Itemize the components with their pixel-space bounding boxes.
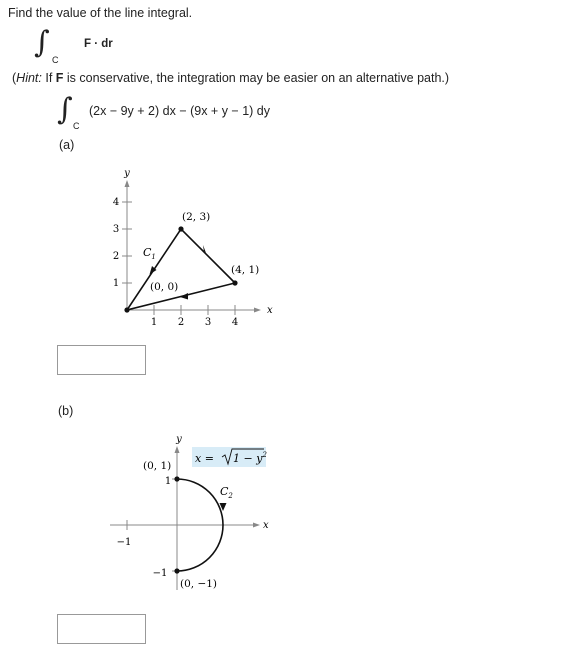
endpoint — [174, 568, 179, 573]
y-tick-label: 1 — [112, 278, 120, 289]
integral-subscript: C — [73, 121, 80, 131]
integral-sign: ∫ — [34, 25, 50, 60]
x-tick-label: −1 — [116, 537, 132, 548]
endpoint — [174, 476, 179, 481]
x-tick-label: 1 — [150, 317, 158, 328]
answer-input-a[interactable] — [57, 345, 146, 375]
point-label: (4, 1) — [231, 264, 260, 276]
x-axis-arrow — [254, 308, 261, 313]
x-axis-label: x — [263, 520, 269, 531]
integral-2-expression: (2x − 9y + 2) dx − (9x + y − 1) dy — [89, 104, 270, 118]
x-tick-label: 2 — [177, 317, 185, 328]
equation-lhs: x = — [195, 452, 214, 465]
curve-label: $C_2$ — [220, 485, 233, 500]
vertex-point — [232, 280, 237, 285]
y-axis-arrow — [175, 446, 180, 453]
graph-b — [100, 430, 300, 600]
answer-input-b[interactable] — [57, 614, 146, 644]
y-tick-label: 1 — [164, 476, 172, 487]
curve-label: $C_1$ — [143, 246, 156, 261]
prompt-text: Find the value of the line integral. — [8, 6, 193, 20]
integral-sign: ∫ — [57, 92, 73, 127]
path-c1 — [127, 229, 235, 310]
hint-vector: F — [55, 71, 64, 85]
y-tick-label: 3 — [112, 224, 120, 235]
hint-text: (Hint: If F is conservative, the integration may be easier on an alternative path.) — [12, 71, 450, 85]
x-axis-label: x — [267, 305, 273, 316]
y-axis-label: y — [176, 434, 182, 445]
x-tick-label: 4 — [231, 317, 239, 328]
integral-subscript: C — [52, 55, 59, 65]
x-axis-arrow — [253, 523, 260, 528]
vertex-point — [178, 226, 183, 231]
y-axis-label: y — [124, 168, 130, 179]
graph-a — [95, 160, 295, 335]
point-label: (0, 1) — [143, 460, 172, 472]
point-label: (0, −1) — [180, 578, 218, 590]
integral-1-expression: F · dr — [84, 38, 113, 50]
point-label: (2, 3) — [182, 211, 211, 223]
hint-label: Hint: — [16, 71, 42, 85]
vertex-point — [124, 307, 129, 312]
equation-radicand: $1 - y^2$ — [233, 451, 267, 465]
part-a-label: (a) — [59, 138, 75, 152]
point-label: (0, 0) — [150, 281, 179, 293]
part-b-label: (b) — [58, 404, 74, 418]
y-tick-label: −1 — [152, 568, 168, 579]
x-tick-label: 3 — [204, 317, 212, 328]
y-axis-arrow — [125, 180, 130, 187]
y-tick-label: 2 — [112, 251, 120, 262]
y-tick-label: 4 — [112, 197, 120, 208]
